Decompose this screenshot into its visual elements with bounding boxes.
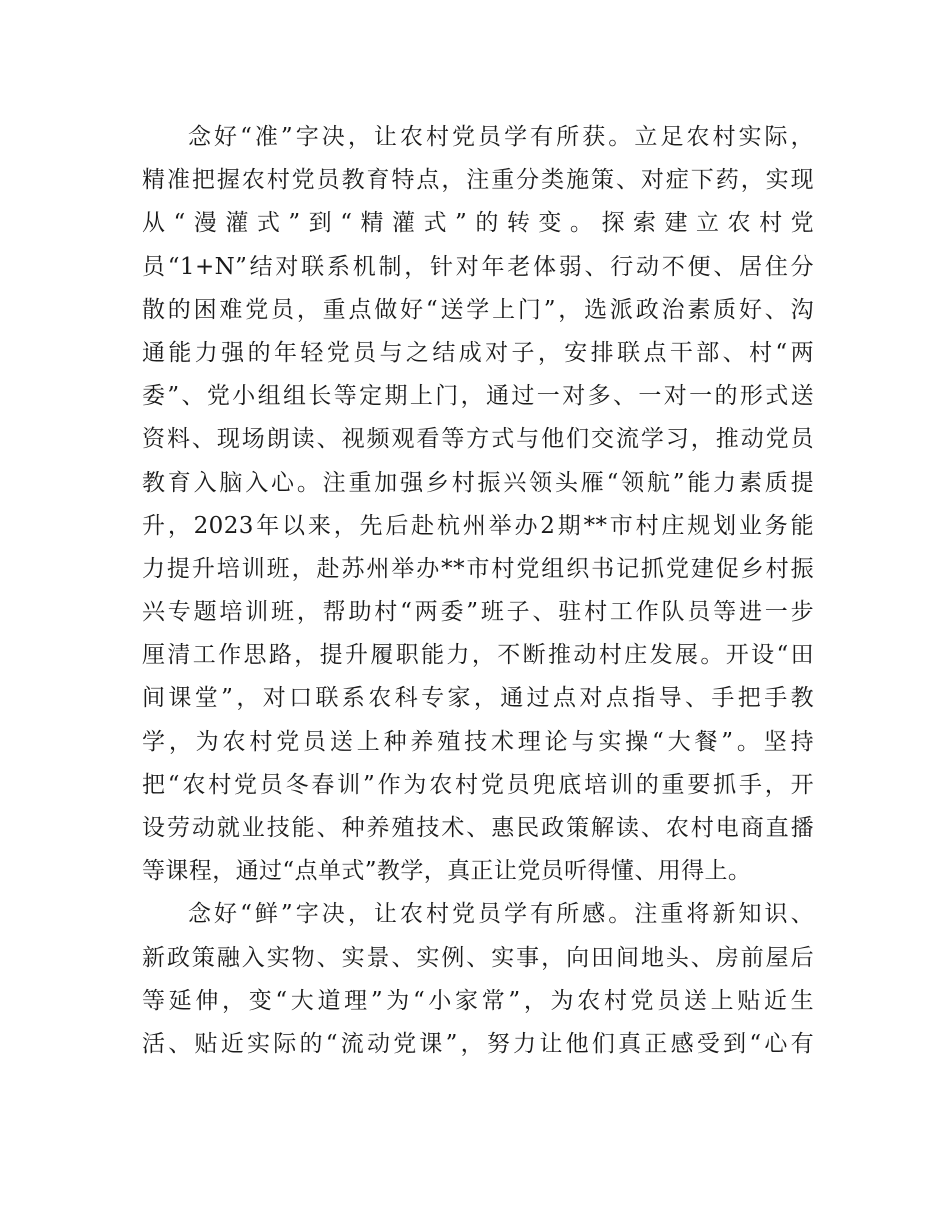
text-line: 教育入脑入心。注重加强乡村振兴领头雁“领航”能力素质提 <box>142 469 814 496</box>
text-line: 从“漫灌式”到“精灌式”的转变。探索建立农村党 <box>142 210 814 237</box>
text-line: 精准把握农村党员教育特点，注重分类施策、对症下药，实现 <box>142 167 814 194</box>
text-line: 散的困难党员，重点做好“送学上门”，选派政治素质好、沟 <box>142 296 814 323</box>
text-line: 升，2023年以来，先后赴杭州举办2期**市村庄规划业务能 <box>142 512 814 539</box>
text-line: 员“1+N”结对联系机制，针对年老体弱、行动不便、居住分 <box>142 253 814 280</box>
text-line: 设劳动就业技能、种养殖技术、惠民政策解读、农村电商直播 <box>142 815 814 841</box>
text-line: 兴专题培训班，帮助村“两委”班子、驻村工作队员等进一步 <box>142 599 814 626</box>
text-line: 新政策融入实物、实景、实例、实事，向田间地头、房前屋后 <box>142 944 814 971</box>
text-line: 资料、现场朗读、视频观看等方式与他们交流学习，推动党员 <box>142 426 814 453</box>
text-line: 念好“准”字决，让农村党员学有所获。立足农村实际， <box>188 124 814 150</box>
text-line: 等延伸，变“大道理”为“小家常”，为农村党员送上贴近生 <box>142 987 814 1014</box>
text-line: 把“农村党员冬春训”作为农村党员兜底培训的重要抓手，开 <box>142 771 814 798</box>
paragraph-1 <box>142 116 814 893</box>
text-line: 通能力强的年轻党员与之结成对子，安排联点干部、村“两 <box>142 339 814 366</box>
text-line: 学，为农村党员送上种养殖技术理论与实操“大餐”。坚持 <box>142 728 814 755</box>
text-line: 厘清工作思路，提升履职能力，不断推动村庄发展。开设“田 <box>142 642 814 669</box>
text-line: 委”、党小组组长等定期上门，通过一对多、一对一的形式送 <box>142 383 814 410</box>
paragraph-2 <box>142 893 814 1066</box>
text-line: 活、贴近实际的“流动党课”，努力让他们真正感受到“心有 <box>142 1030 814 1057</box>
text-line: 念好“鲜”字决，让农村党员学有所感。注重将新知识、 <box>188 901 814 928</box>
document-body <box>142 116 814 1066</box>
text-line: 等课程，通过“点单式”教学，真正让党员听得懂、用得上。 <box>142 858 752 885</box>
text-line: 力提升培训班，赴苏州举办**市村党组织书记抓党建促乡村振 <box>142 555 814 582</box>
text-line: 间课堂”，对口联系农科专家，通过点对点指导、手把手教 <box>142 685 814 712</box>
